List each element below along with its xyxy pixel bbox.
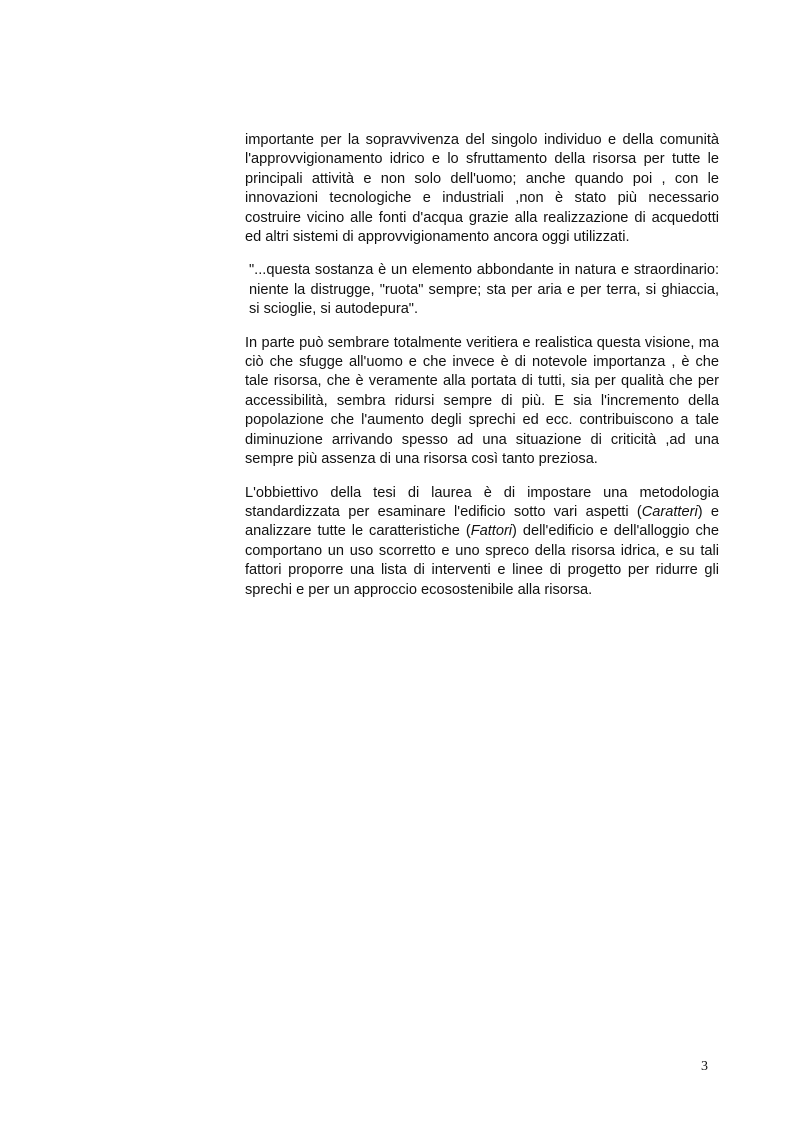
paragraph-scarcity: In parte può sembrare totalmente veritiera e realistica questa visione, ma ciò che sfugge all'uomo e che invece è di notevole importanza , è che tale risorsa, che è veramente alla portata di tutti, sia per qualità che per accessibilità, sembra ridursi sempre di più. E sia l'incremento della popolazione che l'aumento degli sprechi ed ecc. contribuiscono a tale diminuzione arrivando spesso ad una situazione di criticità ,ad una sempre più assenza di una risorsa così tanto preziosa.: [245, 334, 719, 468]
paragraph-quote: "...questa sostanza è un elemento abbondante in natura e straordinario: niente la distrugge, "ruota" sempre; sta per aria e per terra, si ghiaccia, si scioglie, si autodepura".: [249, 262, 719, 318]
objective-term-caratteri: Caratteri: [641, 503, 698, 520]
paragraph-thesis-objective: [245, 484, 719, 600]
objective-text-part-1: L'obbiettivo della tesi di laurea è di impostare una metodologia standardizzata per esaminare l'edificio sotto vari aspetti (: [245, 484, 719, 520]
body-text: [245, 131, 719, 614]
objective-text-part-3: ) dell'edificio e dell'alloggio che comportano un uso scorretto e uno spreco della risorsa idrica, e su tali fattori proporre una lista di interventi e linee di progetto per ridurre gli sprechi e per un approccio ecosostenibile alla risorsa.: [245, 523, 719, 598]
objective-text-part-2: ) e analizzare tutte le caratteristiche (: [245, 503, 719, 540]
objective-term-fattori: Fattori: [470, 523, 513, 540]
paragraph-water-supply: importante per la sopravvivenza del singolo individuo e della comunità l'approvvigionamento idrico e lo sfruttamento della risorsa per tutte le principali attività e non solo dell'uomo; anche quando poi , con le innovazioni tecnologiche e industriali ,non è stato più necessario costruire vicino alle fonti d'acqua grazie alla realizzazione di acquedotti ed altri sistemi di approvvigionamento ancora oggi utilizzati.: [245, 132, 719, 246]
page-number: 3: [701, 1059, 708, 1074]
